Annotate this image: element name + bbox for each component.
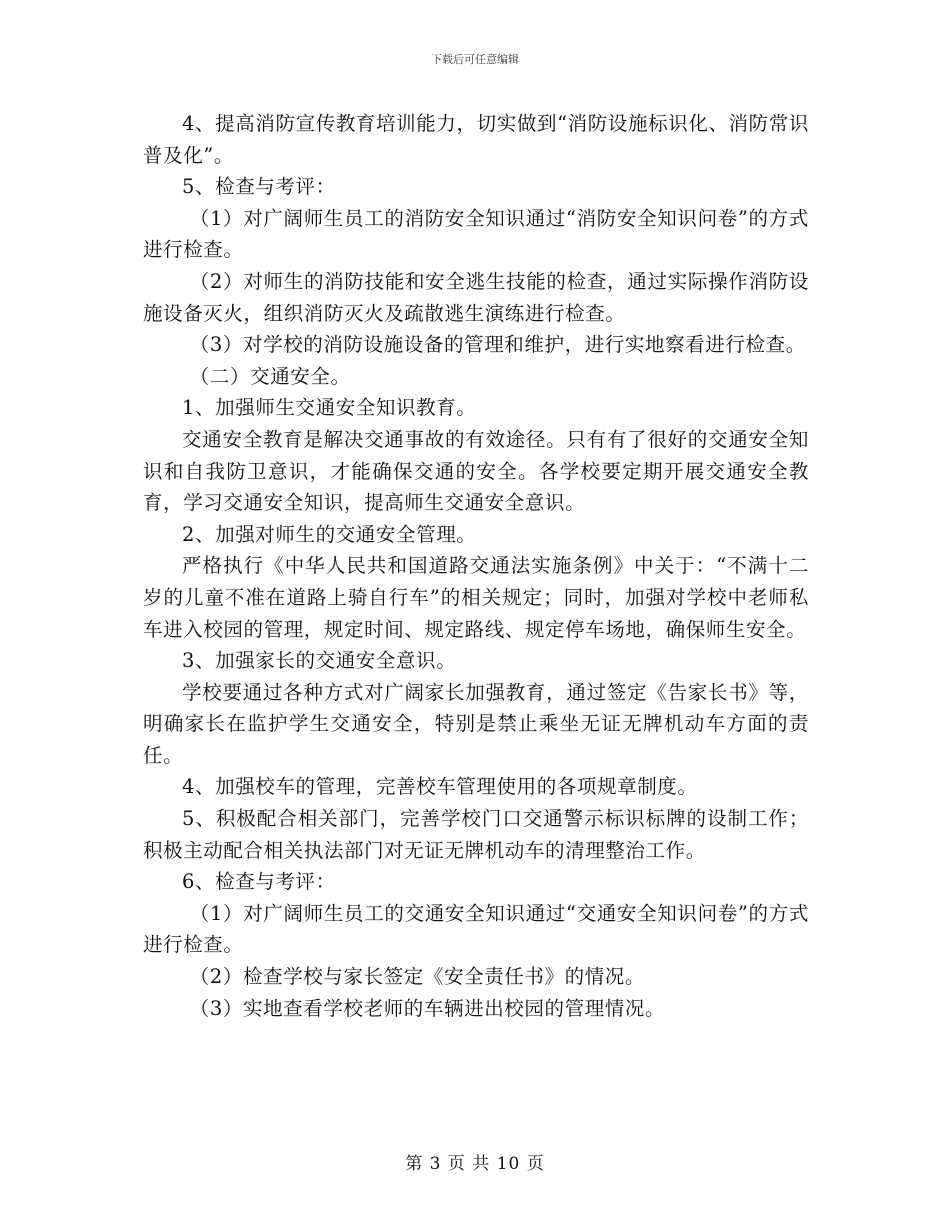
paragraph: 5、积极配合相关部门，完善学校门口交通警示标识标牌的设制工作；积极主动配合相关执法部门对无证无牌机动车的清理整治工作。 [143, 807, 809, 862]
paragraph: 4、加强校车的管理，完善校车管理使用的各项规章制度。 [182, 775, 698, 799]
paragraph: 3、加强家长的交通安全意识。 [182, 649, 457, 673]
paragraph: 交通安全教育是解决交通事故的有效途径。只有有了很好的交通安全知识和自我防卫意识，才能确保交通的安全。各学校要定期开展交通安全教育，学习交通安全知识，提高师生交通安全意识。 [143, 427, 809, 515]
page-number: 第 3 页 共 10 页 [405, 1154, 545, 1174]
paragraph: （1）对广阔师生员工的消防安全知识通过“消防安全知识问卷”的方式进行检查。 [143, 206, 809, 262]
paragraph: （3）实地查看学校老师的车辆进出校园的管理情况。 [189, 996, 666, 1020]
page-footer [0, 1152, 950, 1176]
paragraph: 2、加强对师生的交通安全管理。 [182, 522, 477, 546]
paragraph: 5、检查与考评： [182, 175, 336, 199]
paragraph: 6、检查与考评： [182, 870, 336, 894]
document-body [143, 108, 809, 1024]
paragraph: （2）检查学校与家长签定《安全责任书》的情况。 [189, 965, 646, 989]
paragraph: 学校要通过各种方式对广阔家长加强教育，通过签定《告家长书》等，明确家长在监护学生交通安全，特别是禁止乘坐无证无牌机动车方面的责任。 [143, 680, 809, 767]
paragraph: 1、加强师生交通安全知识教育。 [182, 396, 477, 420]
page-header [0, 52, 950, 68]
paragraph: （3）对学校的消防设施设备的管理和维护，进行实地察看进行检查。 [189, 333, 806, 357]
paragraph: 严格执行《中华人民共和国道路交通法实施条例》中关于：“不满十二岁的儿童不准在道路上骑自行车”的相关规定；同时，加强对学校中老师私车进入校园的管理，规定时间、规定路线、规定停车场地，确保师生安全。 [143, 554, 809, 641]
header-note: 下载后可任意编辑 [431, 53, 519, 66]
paragraph: （1）对广阔师生员工的交通安全知识通过“交通安全知识问卷”的方式进行检查。 [143, 901, 809, 957]
paragraph: （2）对师生的消防技能和安全逃生技能的检查，通过实际操作消防设施设备灭火，组织消防灭火及疏散逃生演练进行检查。 [143, 269, 809, 325]
paragraph: 4、提高消防宣传教育培训能力，切实做到“消防设施标识化、消防常识普及化”。 [143, 112, 809, 167]
section-heading: （二）交通安全。 [189, 364, 351, 388]
